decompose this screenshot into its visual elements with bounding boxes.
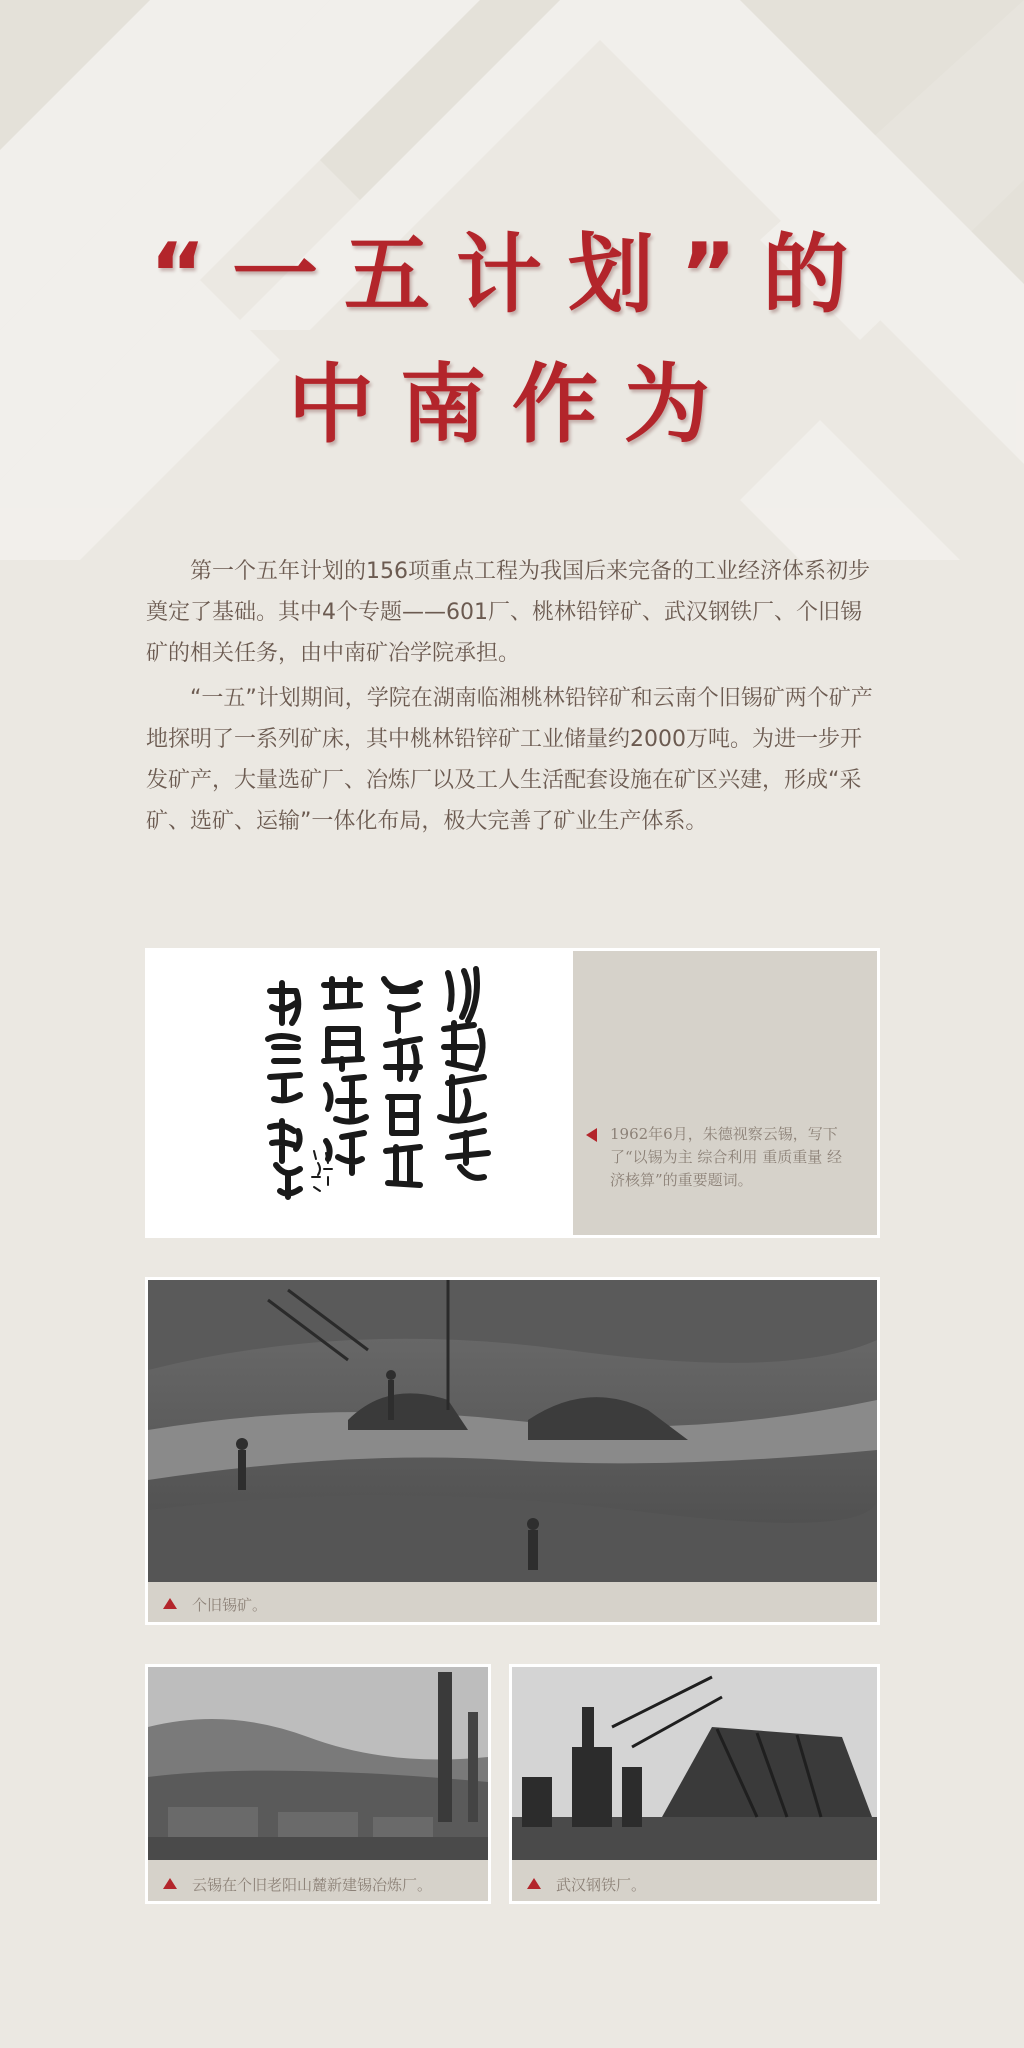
intro-paragraph-1: 第一个五年计划的156项重点工程为我国后来完备的工业经济体系初步奠定了基础。其中4个专题——601厂、桃林铅锌矿、武汉钢铁厂、个旧锡矿的相关任务，由中南矿冶学院承担。 bbox=[146, 559, 870, 666]
steel-works-photo-panel bbox=[509, 1664, 880, 1904]
page-title-line-1: “一五计划”的 bbox=[149, 225, 875, 325]
steel-works-caption: 武汉钢铁厂。 bbox=[556, 1876, 647, 1894]
caption-marker-icon bbox=[527, 1878, 541, 1889]
tin-mine-caption: 个旧锡矿。 bbox=[192, 1596, 268, 1614]
tin-mine-photo bbox=[148, 1280, 877, 1582]
calligraphy-panel bbox=[145, 948, 880, 1238]
calligraphy-image bbox=[148, 951, 573, 1235]
caption-marker-icon bbox=[163, 1878, 177, 1889]
tin-mine-photo-panel bbox=[145, 1277, 880, 1625]
calligraphy-caption: 1962年6月，朱德视察云锡，写下了“以锡为主 综合利用 重质重量 经济核算”的重要题词。 bbox=[610, 1125, 842, 1189]
calligraphy-strokes bbox=[148, 951, 573, 1235]
caption-marker-icon bbox=[163, 1598, 177, 1609]
smelter-photo-panel bbox=[145, 1664, 491, 1904]
smelter-caption: 云锡在个旧老阳山麓新建锡冶炼厂。 bbox=[192, 1876, 433, 1894]
page-title-line-2: 中南作为 bbox=[288, 355, 736, 455]
caption-marker-icon bbox=[586, 1128, 597, 1142]
steel-works-photo bbox=[512, 1667, 877, 1860]
intro-paragraph-2: “一五”计划期间，学院在湖南临湘桃林铅锌矿和云南个旧锡矿两个矿产地探明了一系列矿床，其中桃林铅锌矿工业储量约2000万吨。为进一步开发矿产，大量选矿厂、冶炼厂以及工人生活配套设施在矿区兴建，形成“采矿、选矿、运输”一体化布局，极大完善了矿业生产体系。 bbox=[146, 686, 873, 834]
smelter-photo bbox=[148, 1667, 488, 1860]
